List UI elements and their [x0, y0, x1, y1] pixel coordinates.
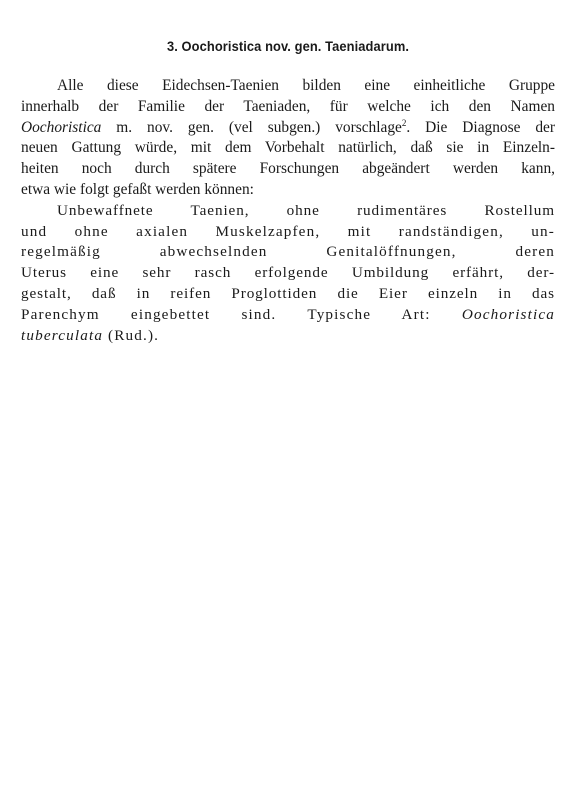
text-line: Unbewaffnete Taenien, ohne rudimentäres Rostellum	[57, 201, 555, 219]
genus-name: Oochoristica	[21, 118, 102, 136]
text-line: etwa wie folgt gefaßt werden können:	[21, 180, 254, 198]
section-heading: 3. Oochoristica nov. gen. Taeniadarum.	[166, 38, 410, 54]
text-line	[21, 118, 555, 139]
text-fragment: . Die Diagnose der	[406, 118, 555, 136]
text-line	[21, 326, 555, 347]
text-line: Alle diese Eidechsen-Taenien bilden eine einheitliche Gruppe	[57, 77, 555, 94]
text-line: und ohne axialen Muskelzapfen, mit randständigen, un-	[21, 222, 555, 240]
genus-name: Oochoristica	[461, 305, 555, 323]
page	[21, 38, 555, 346]
footnote-marker: 2	[401, 117, 407, 128]
text-fragment: m. nov. gen. (vel subgen.) vorschlage	[101, 118, 402, 136]
text-line: regelmäßig abwechselnden Genitalöffnungen, deren	[21, 243, 555, 261]
text-line: innerhalb der Familie der Taeniaden, für welche ich den Namen	[21, 97, 555, 115]
text-line: Uterus eine sehr rasch erfolgende Umbildung erfährt, der-	[21, 264, 555, 282]
diagnosis-paragraph	[21, 201, 555, 347]
text-fragment: (Rud.).	[103, 326, 160, 344]
text-line: neuen Gattung würde, mit dem Vorbehalt natürlich, daß sie in Einzeln-	[21, 139, 555, 157]
text-line: gestalt, daß in reifen Proglottiden die Eier einzeln in das	[21, 284, 555, 302]
intro-paragraph	[21, 76, 555, 201]
text-fragment: Parenchym eingebettet sind. Typische Art:	[21, 305, 462, 323]
species-name: tuberculata	[21, 326, 104, 344]
text-line	[21, 305, 555, 326]
text-line: heiten noch durch spätere Forschungen abgeändert werden kann,	[21, 160, 555, 178]
